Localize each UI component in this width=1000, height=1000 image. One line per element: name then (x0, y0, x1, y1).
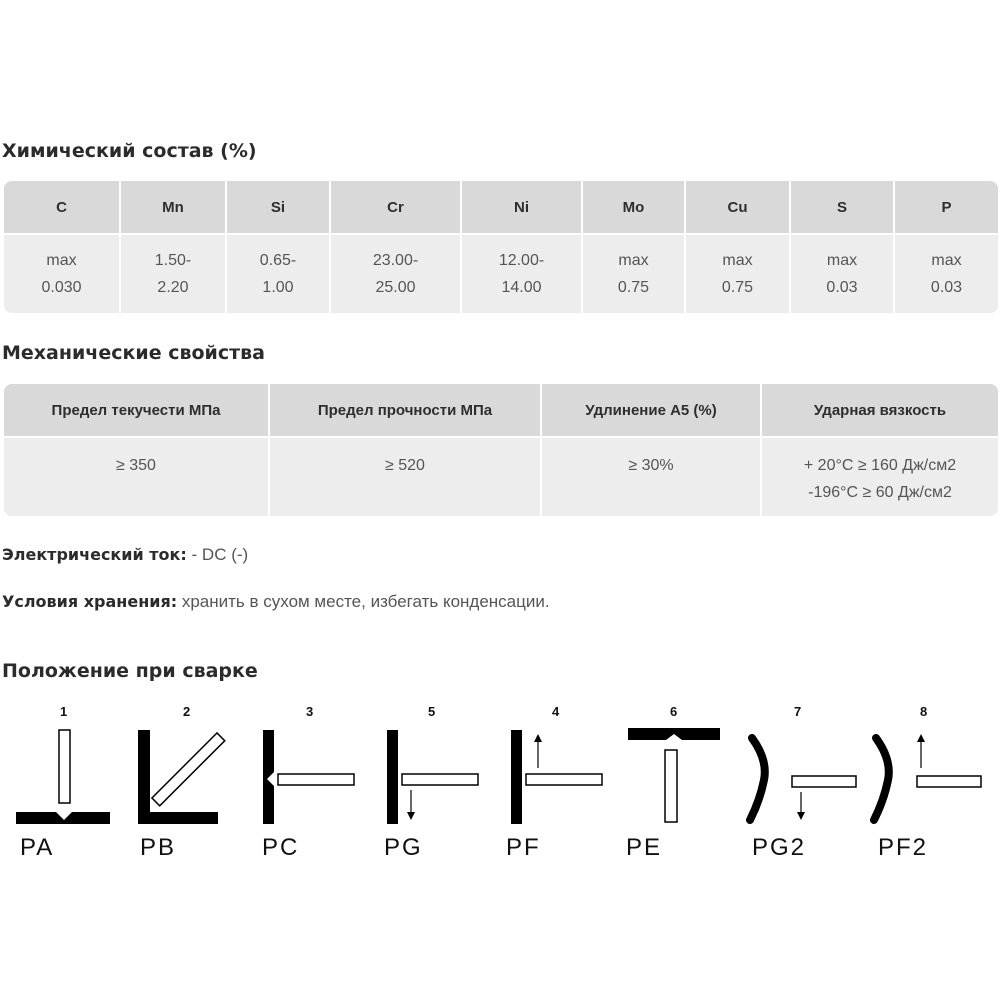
position-pf2-icon (870, 700, 994, 834)
position-pa (10, 700, 134, 870)
position-number: 4 (552, 704, 560, 719)
mech-value-row (4, 438, 998, 516)
current-label: Электрический ток: (2, 545, 187, 564)
position-code: PF2 (878, 834, 929, 861)
chem-table (4, 181, 998, 313)
storage-label: Условия хранения: (2, 592, 178, 611)
chem-value-p: max 0.03 (893, 235, 998, 313)
position-number: 5 (428, 704, 436, 719)
position-code: PA (20, 834, 55, 861)
position-pa-icon (10, 700, 134, 834)
mech-value-tensile: ≥ 520 (268, 438, 540, 516)
chem-header-si: Si (225, 181, 329, 233)
chem-value-cu: max 0.75 (684, 235, 789, 313)
mech-value-elongation: ≥ 30% (540, 438, 760, 516)
positions-title: Положение при сварке (2, 660, 258, 682)
chem-value-ni: 12.00- 14.00 (460, 235, 581, 313)
position-pc (252, 700, 376, 870)
chem-value-row (4, 235, 998, 313)
chem-header-ni: Ni (460, 181, 581, 233)
position-number: 3 (306, 704, 314, 719)
chem-title: Химический состав (%) (2, 140, 257, 162)
chem-header-mn: Mn (119, 181, 225, 233)
mech-table (4, 384, 998, 516)
chem-value-si: 0.65- 1.00 (225, 235, 329, 313)
mech-value-impact: + 20°С ≥ 160 Дж/см2 -196°С ≥ 60 Дж/см2 (760, 438, 998, 516)
position-pf (500, 700, 624, 870)
mech-header-yield: Предел текучести МПа (4, 384, 268, 436)
position-code: PC (262, 834, 300, 861)
chem-header-cu: Cu (684, 181, 789, 233)
mech-header-row (4, 384, 998, 438)
position-number: 1 (60, 704, 68, 719)
storage-line (2, 592, 550, 612)
current-line (2, 545, 248, 565)
position-code: PG2 (752, 834, 807, 861)
chem-value-mo: max 0.75 (581, 235, 684, 313)
position-pe-icon (624, 700, 748, 834)
chem-value-s: max 0.03 (789, 235, 893, 313)
chem-header-c: C (4, 181, 119, 233)
position-code: PB (140, 834, 177, 861)
position-pc-icon (252, 700, 376, 834)
position-pg (376, 700, 500, 870)
chem-header-mo: Mo (581, 181, 684, 233)
position-pf2 (870, 700, 994, 870)
mech-header-tensile: Предел прочности МПа (268, 384, 540, 436)
mech-title: Механические свойства (2, 342, 265, 364)
position-pg2 (746, 700, 870, 870)
chem-value-mn: 1.50- 2.20 (119, 235, 225, 313)
position-pg-icon (376, 700, 500, 834)
position-code: PF (506, 834, 541, 861)
current-value: - DC (-) (186, 545, 249, 564)
mech-header-elongation: Удлинение A5 (%) (540, 384, 760, 436)
position-number: 8 (920, 704, 928, 719)
position-pb-icon (128, 700, 252, 834)
chem-value-c: max 0.030 (4, 235, 119, 313)
position-pg2-icon (746, 700, 870, 834)
chem-header-row (4, 181, 998, 235)
position-number: 6 (670, 704, 678, 719)
position-pe (624, 700, 748, 870)
chem-header-s: S (789, 181, 893, 233)
position-number: 2 (183, 704, 191, 719)
chem-header-p: P (893, 181, 998, 233)
storage-value: хранить в сухом месте, избегать конденсации. (177, 592, 550, 611)
position-code: PE (626, 834, 663, 861)
mech-value-yield: ≥ 350 (4, 438, 268, 516)
position-pb (128, 700, 252, 870)
mech-header-impact: Ударная вязкость (760, 384, 998, 436)
chem-header-cr: Cr (329, 181, 460, 233)
chem-value-cr: 23.00- 25.00 (329, 235, 460, 313)
position-number: 7 (794, 704, 802, 719)
position-pf-icon (500, 700, 624, 834)
position-code: PG (384, 834, 423, 861)
